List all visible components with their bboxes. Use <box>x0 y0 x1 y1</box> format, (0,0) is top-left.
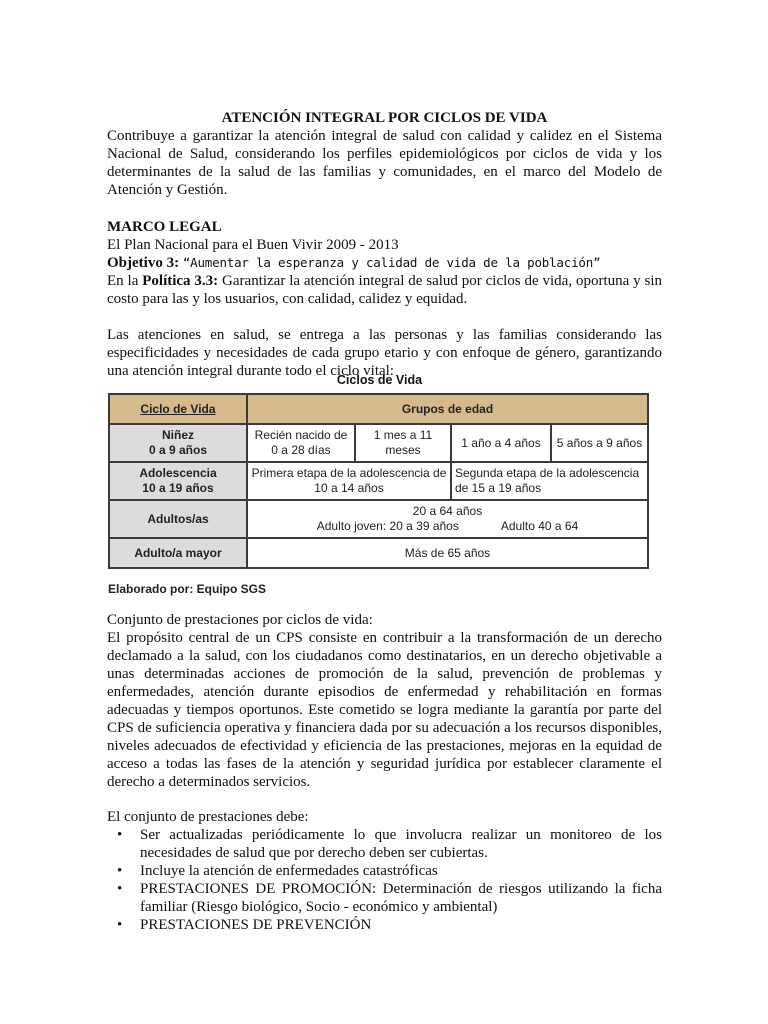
atenciones-paragraph: Las atenciones en salud, se entrega a las personas y las familias considerando las especificidades y necesidades de cada grupo etario y con enfoque de género, garantizando una atención integral durante todo el ciclo vital: <box>107 327 662 379</box>
adolescencia-group-1: Primera etapa de la adolescencia de 10 a 14 años <box>247 462 451 500</box>
objetivo-label: Objetivo 3: <box>107 255 180 271</box>
list-item-text: Ser actualizadas periódicamente lo que involucra realizar un monitoreo de los necesidades de salud que por derecho deben ser cubiertas. <box>140 827 662 861</box>
objetivo-line <box>107 254 662 272</box>
bullet-icon: • <box>117 827 123 843</box>
adolescencia-range: 10 a 19 años <box>142 481 214 495</box>
conjunto-heading: Conjunto de prestaciones por ciclos de vida: <box>107 612 373 628</box>
plan-nacional-line: El Plan Nacional para el Buen Vivir 2009 - 2013 <box>107 237 399 253</box>
ninez-group-3: 1 año a 4 años <box>451 424 551 462</box>
list-item <box>107 880 662 916</box>
adulto-40: Adulto 40 a 64 <box>500 519 579 533</box>
header-grupos-de-edad: Grupos de edad <box>247 394 648 424</box>
marco-legal-heading: MARCO LEGAL <box>107 219 222 235</box>
ninez-range: 0 a 9 años <box>148 443 208 457</box>
politica-paragraph <box>107 272 662 308</box>
bullet-icon: • <box>117 863 123 879</box>
debe-heading: El conjunto de prestaciones debe: <box>107 809 309 825</box>
row-head-adulto-mayor: Adulto/a mayor <box>109 538 247 568</box>
table-row-adulto-mayor <box>109 538 648 568</box>
adulto-joven: Adulto joven: 20 a 39 años <box>316 519 459 533</box>
cps-paragraph: El propósito central de un CPS consiste en contribuir a la transformación de un derecho declamado a la salud, con los ciudadanos como destinatarios, en un derecho objetivable a unas determinadas acciones de promoción de la salud, prevención de problemas y enfermedades, atención durante episodios de enfermedad y rehabilitación en formas adecuadas y tiempos oportunos. Este cometido se logra mediante la garantía por parte del CPS de suficiencia operativa y financiera dada por su adecuación a los recursos disponibles, niveles adecuados de efectividad y eficiencia de las prestaciones, mejoras en la equidad de acceso a todas las fases de la atención y seguridad jurídica por establecer claramente el derecho a determinados servicios. <box>107 630 662 790</box>
table-row-ninez <box>109 424 648 462</box>
row-head-ninez <box>109 424 247 462</box>
adultos-groups <box>247 500 648 538</box>
list-item <box>107 862 662 880</box>
prestaciones-list <box>107 826 662 934</box>
adulto-mayor-range: Más de 65 años <box>247 538 648 568</box>
ciclos-de-vida-table <box>108 393 649 569</box>
ninez-group-2: 1 mes a 11 meses <box>355 424 451 462</box>
politica-prefix: En la <box>107 273 139 289</box>
objetivo-text: “Aumentar la esperanza y calidad de vida de la población” <box>182 255 601 270</box>
adolescencia-group-2: Segunda etapa de la adolescencia de 15 a 19 años <box>451 462 648 500</box>
politica-text: Garantizar la atención integral de salud por ciclos de vida, oportuna y sin costo para las y los usuarios, con calidad, calidez y equidad. <box>107 273 663 307</box>
table-row-adolescencia <box>109 462 648 500</box>
table-row-adultos <box>109 500 648 538</box>
list-item <box>107 916 662 934</box>
table-caption: Ciclos de Vida <box>336 373 423 387</box>
ninez-name: Niñez <box>161 428 194 442</box>
table-source-note: Elaborado por: Equipo SGS <box>108 582 267 596</box>
list-item-text: Incluye la atención de enfermedades catastróficas <box>140 863 438 879</box>
adultos-subranges <box>251 519 644 534</box>
table-header-row <box>109 394 648 424</box>
list-item-text: PRESTACIONES DE PROMOCIÓN: Determinación de riesgos utilizando la ficha familiar (Riesgo biológico, Socio - económico y ambiental) <box>140 881 662 915</box>
ninez-group-4: 5 años a 9 años <box>551 424 648 462</box>
row-head-adultos: Adultos/as <box>109 500 247 538</box>
bullet-icon: • <box>117 881 123 897</box>
ninez-group-1: Recién nacido de 0 a 28 días <box>247 424 355 462</box>
bullet-icon: • <box>117 917 123 933</box>
politica-label: Política 3.3: <box>142 273 219 289</box>
list-item-text: PRESTACIONES DE PREVENCIÓN <box>140 917 372 933</box>
row-head-adolescencia <box>109 462 247 500</box>
adolescencia-name: Adolescencia <box>139 466 217 480</box>
page-title: ATENCIÓN INTEGRAL POR CICLOS DE VIDA <box>221 110 548 126</box>
intro-paragraph: Contribuye a garantizar la atención integral de salud con calidad y calidez en el Sistema Nacional de Salud, considerando los perfiles epidemiológicos por ciclos de vida y los determinantes de la salud de las familias y comunidades, en el marco del Modelo de Atención y Gestión. <box>107 128 662 198</box>
adultos-range: 20 a 64 años <box>412 504 483 518</box>
list-item <box>107 826 662 862</box>
header-ciclo-de-vida: Ciclo de Vida <box>109 394 247 424</box>
